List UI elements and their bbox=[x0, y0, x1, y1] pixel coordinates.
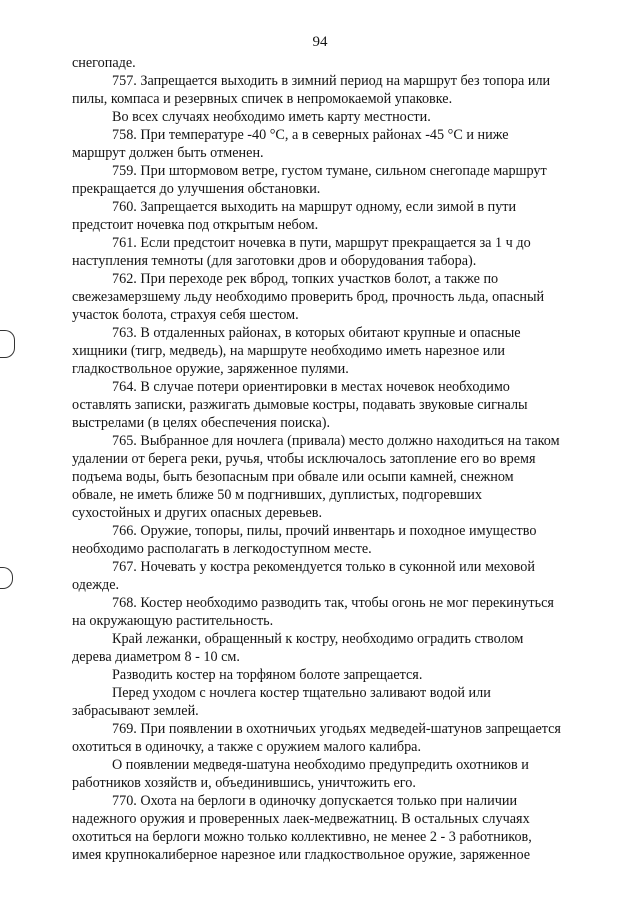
text-line: дерева диаметром 8 - 10 см. bbox=[72, 649, 240, 665]
text-line: подъема воды, быть безопасным при обвале или осыпи камней, снежном bbox=[72, 469, 514, 485]
text-line: удалении от берега реки, ручья, чтобы исключалось затопление его во время bbox=[72, 451, 536, 467]
body-text bbox=[72, 54, 582, 864]
text-line: 762. При переходе рек вброд, топких участков болот, а также по bbox=[112, 271, 499, 287]
text-line: Край лежанки, обращенный к костру, необходимо оградить стволом bbox=[112, 631, 524, 647]
text-line: участок болота, страхуя себя шестом. bbox=[72, 307, 299, 323]
text-line: свежезамерзшему льду необходимо проверить брод, прочность льда, опасный bbox=[72, 289, 545, 305]
page-number: 94 bbox=[312, 34, 328, 50]
text-line: выстрелами (в целях обеспечения поиска). bbox=[72, 415, 331, 431]
text-line: гладкоствольное оружие, заряженное пулями. bbox=[72, 361, 349, 377]
text-line: 767. Ночевать у костра рекомендуется только в суконной или меховой bbox=[112, 559, 535, 575]
text-line: Во всех случаях необходимо иметь карту местности. bbox=[112, 109, 431, 125]
text-line: одежде. bbox=[72, 577, 120, 593]
text-line: 765. Выбранное для ночлега (привала) место должно находиться на таком bbox=[112, 433, 560, 449]
text-line: хищники (тигр, медведь), на маршруте необходимо иметь нарезное или bbox=[72, 343, 506, 359]
text-line: наступления темноты (для заготовки дров и оборудования табора). bbox=[72, 253, 477, 269]
text-line: необходимо располагать в легкодоступном месте. bbox=[72, 541, 372, 557]
text-line: работников хозяйств и, объединившись, уничтожить его. bbox=[72, 775, 416, 791]
text-line: забрасывают землей. bbox=[72, 703, 199, 719]
text-line: охотиться на берлоги можно только коллективно, не менее 2 - 3 работников, bbox=[72, 829, 532, 845]
text-line: 769. При появлении в охотничьих угодьях медведей-шатунов запрещается bbox=[112, 721, 561, 737]
text-line: 757. Запрещается выходить в зимний период на маршрут без топора или bbox=[112, 73, 551, 89]
binding-hole-mark bbox=[0, 567, 13, 589]
text-line: на окружающую растительность. bbox=[72, 613, 274, 629]
text-line: 758. При температуре -40 °С, а в северных районах -45 °С и ниже bbox=[112, 127, 509, 143]
text-line: 768. Костер необходимо разводить так, чтобы огонь не мог перекинуться bbox=[112, 595, 554, 611]
text-line: Разводить костер на торфяном болоте запрещается. bbox=[112, 667, 423, 683]
text-line: снегопаде. bbox=[72, 55, 136, 71]
text-line: 763. В отдаленных районах, в которых обитают крупные и опасные bbox=[112, 325, 521, 341]
text-line: 766. Оружие, топоры, пилы, прочий инвентарь и походное имущество bbox=[112, 523, 537, 539]
text-line: охотиться в одиночку, а также с оружием малого калибра. bbox=[72, 739, 422, 755]
text-line: обвале, не иметь ближе 50 м подгнивших, дуплистых, подгоревших bbox=[72, 487, 482, 503]
text-line: надежного оружия и проверенных лаек-медвежатниц. В остальных случаях bbox=[72, 811, 530, 827]
text-line: маршрут должен быть отменен. bbox=[72, 145, 264, 161]
text-line: 770. Охота на берлоги в одиночку допускается только при наличии bbox=[112, 793, 518, 809]
text-line: Перед уходом с ночлега костер тщательно заливают водой или bbox=[112, 685, 491, 701]
text-line: сухостойных и других опасных деревьев. bbox=[72, 505, 323, 521]
text-line: 760. Запрещается выходить на маршрут одному, если зимой в пути bbox=[112, 199, 517, 215]
text-line: 759. При штормовом ветре, густом тумане, сильном снегопаде маршрут bbox=[112, 163, 547, 179]
binding-hole-mark bbox=[0, 330, 15, 358]
text-line: имея крупнокалиберное нарезное или гладкоствольное оружие, заряженное bbox=[72, 847, 531, 863]
text-line: предстоит ночевка под открытым небом. bbox=[72, 217, 319, 233]
text-line: пилы, компаса и резервных спичек в непромокаемой упаковке. bbox=[72, 91, 453, 107]
text-line: О появлении медведя-шатуна необходимо предупредить охотников и bbox=[112, 757, 529, 773]
text-line: прекращается до улучшения обстановки. bbox=[72, 181, 321, 197]
text-line: 764. В случае потери ориентировки в местах ночевок необходимо bbox=[112, 379, 510, 395]
text-line: 761. Если предстоит ночевка в пути, маршрут прекращается за 1 ч до bbox=[112, 235, 531, 251]
text-line: оставлять записки, разжигать дымовые костры, подавать звуковые сигналы bbox=[72, 397, 528, 413]
